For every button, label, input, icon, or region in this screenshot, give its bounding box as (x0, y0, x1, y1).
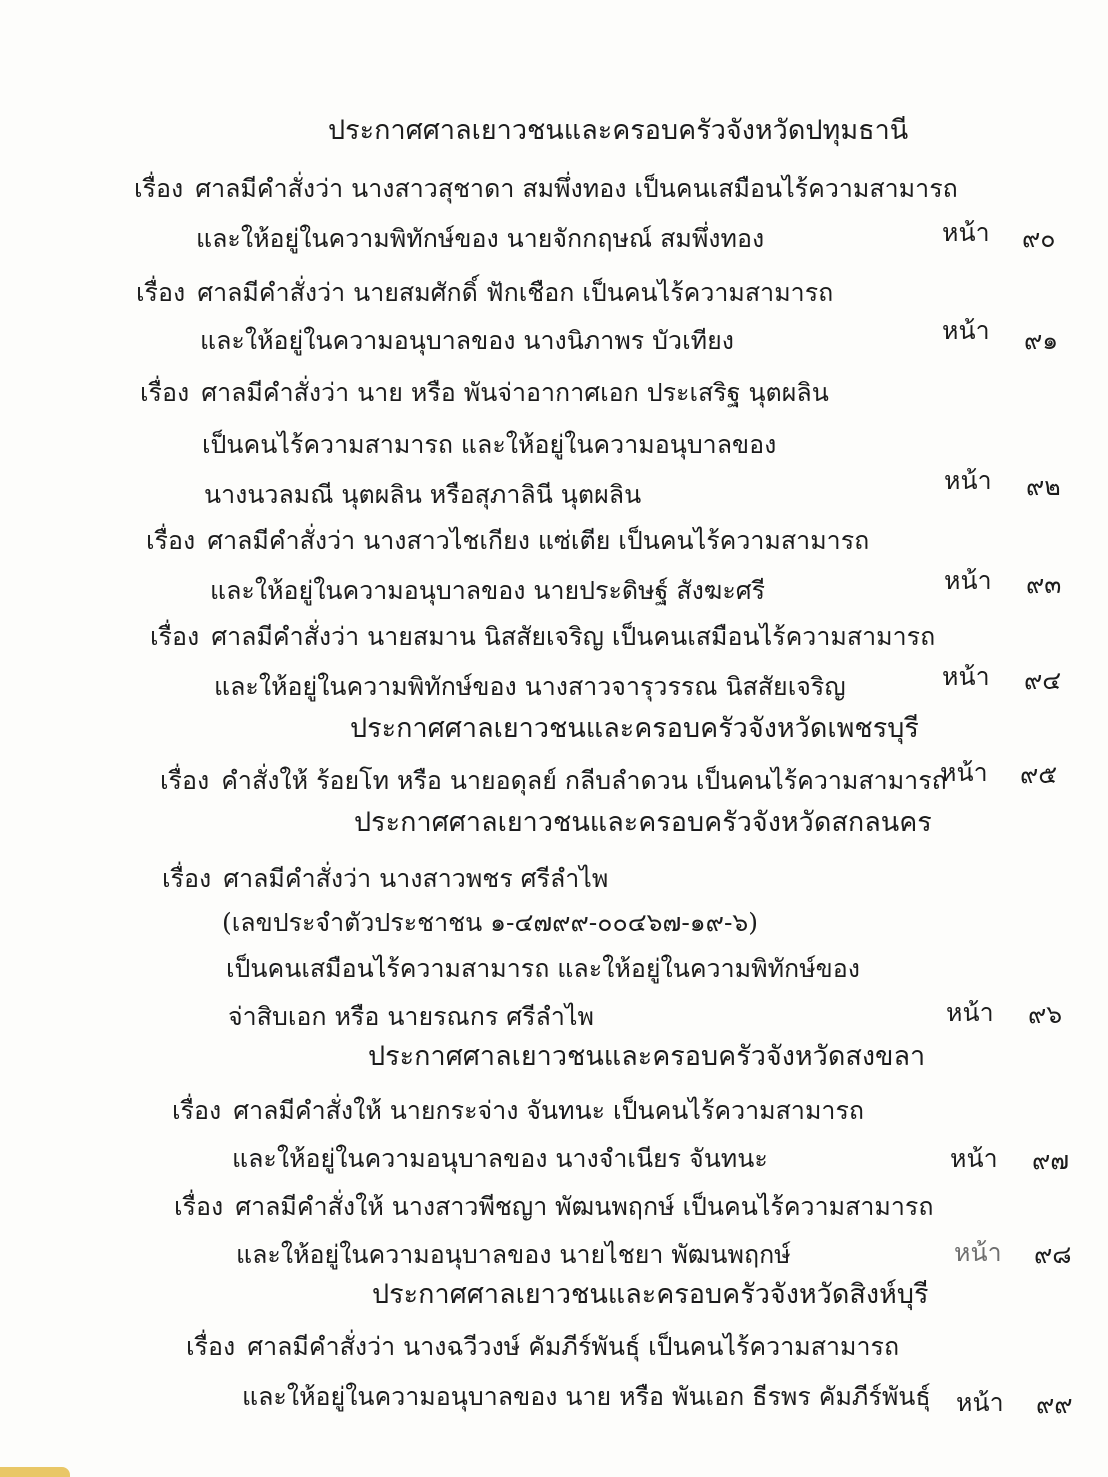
page-number: ๙๗ (1032, 1146, 1070, 1175)
entry-keyword: เรื่อง (146, 526, 196, 555)
entry-7-line-3: เป็นคนเสมือนไร้ความสามารถ และให้อยู่ในความพิทักษ์ของ (226, 954, 860, 983)
entry-4-line-2: และให้อยู่ในความอนุบาลของ นายประดิษฐ์ สังฆะศรี (210, 576, 766, 605)
page-number: ๙๕ (1020, 760, 1058, 789)
entry-10-line-1: เรื่อง ศาลมีคำสั่งว่า นางฉวีวงษ์ คัมภีร์พันธุ์ เป็นคนไร้ความสามารถ (186, 1332, 900, 1361)
page-label: หน้า (954, 1238, 1002, 1267)
section-heading-songkhla: ประกาศศาลเยาวชนและครอบครัวจังหวัดสงขลา (368, 1041, 926, 1072)
entry-1-line-1: เรื่อง ศาลมีคำสั่งว่า นางสาวสุชาดา สมพึ่งทอง เป็นคนเสมือนไร้ความสามารถ (134, 174, 958, 203)
page-label: หน้า (942, 316, 990, 345)
entry-7-line-1: เรื่อง ศาลมีคำสั่งว่า นางสาวพชร ศรีลำไพ (162, 864, 609, 893)
entry-3-line-2: เป็นคนไร้ความสามารถ และให้อยู่ในความอนุบาลของ (202, 430, 777, 459)
entry-keyword: เรื่อง (160, 766, 210, 795)
entry-8-line-2: และให้อยู่ในความอนุบาลของ นางจำเนียร จันทนะ (232, 1144, 768, 1173)
entry-7-line-4: จ่าสิบเอก หรือ นายรณกร ศรีลำไพ (228, 1002, 594, 1031)
entry-keyword: เรื่อง (162, 864, 212, 893)
entry-keyword: เรื่อง (186, 1332, 236, 1361)
entry-10-line-2: และให้อยู่ในความอนุบาลของ นาย หรือ พันเอก ธีรพร คัมภีร์พันธุ์ (242, 1382, 931, 1411)
entry-9-line-1: เรื่อง ศาลมีคำสั่งให้ นางสาวพีชญา พัฒนพฤกษ์ เป็นคนไร้ความสามารถ (174, 1192, 934, 1221)
entry-5-line-2: และให้อยู่ในความพิทักษ์ของ นางสาวจารุวรรณ นิสสัยเจริญ (214, 672, 846, 701)
entry-9-line-2: และให้อยู่ในความอนุบาลของ นายไชยา พัฒนพฤกษ์ (236, 1240, 791, 1269)
page-number: ๙๙ (1036, 1390, 1073, 1419)
entry-keyword: เรื่อง (134, 174, 184, 203)
section-heading-pathumthani: ประกาศศาลเยาวชนและครอบครัวจังหวัดปทุมธานี (328, 115, 909, 146)
entry-6-line-1: เรื่อง คำสั่งให้ ร้อยโท หรือ นายอดุลย์ กลีบลำดวน เป็นคนไร้ความสามารถ (160, 766, 947, 795)
paper-edge-stain (0, 1467, 70, 1477)
entry-keyword: เรื่อง (174, 1192, 224, 1221)
section-heading-sakonnakhon: ประกาศศาลเยาวชนและครอบครัวจังหวัดสกลนคร (354, 807, 932, 838)
page-label: หน้า (944, 466, 992, 495)
page-label: หน้า (950, 1144, 998, 1173)
entry-keyword: เรื่อง (150, 622, 200, 651)
page-number: ๙๑ (1024, 326, 1059, 355)
entry-5-line-1: เรื่อง ศาลมีคำสั่งว่า นายสมาน นิสสัยเจริญ เป็นคนเสมือนไร้ความสามารถ (150, 622, 936, 651)
entry-3-line-3: นางนวลมณี นุตผลิน หรือสุภาลินี นุตผลิน (204, 480, 642, 509)
entry-4-line-1: เรื่อง ศาลมีคำสั่งว่า นางสาวไชเกียง แซ่เตีย เป็นคนไร้ความสามารถ (146, 526, 870, 555)
page-number: ๙๔ (1024, 666, 1062, 695)
page-number: ๙๖ (1028, 1000, 1063, 1029)
entry-3-line-1: เรื่อง ศาลมีคำสั่งว่า นาย หรือ พันจ่าอากาศเอก ประเสริฐ นุตผลิน (140, 378, 829, 407)
page-number: ๙๓ (1026, 570, 1062, 599)
page-label: หน้า (944, 566, 992, 595)
page-label: หน้า (942, 662, 990, 691)
entry-keyword: เรื่อง (172, 1096, 222, 1125)
page-label: หน้า (942, 218, 990, 247)
page-label: หน้า (956, 1388, 1004, 1417)
entry-7-line-2: (เลขประจำตัวประชาชน ๑-๔๗๙๙-๐๐๔๖๗-๑๙-๖) (222, 908, 759, 937)
page-number: ๙๘ (1034, 1240, 1072, 1269)
entry-2-line-2: และให้อยู่ในความอนุบาลของ นางนิภาพร บัวเทียง (200, 326, 734, 355)
page-label: หน้า (940, 758, 988, 787)
entry-1-line-2: และให้อยู่ในความพิทักษ์ของ นายจักกฤษณ์ สมพึ่งทอง (196, 224, 765, 253)
section-heading-phetchaburi: ประกาศศาลเยาวชนและครอบครัวจังหวัดเพชรบุรี (350, 713, 919, 744)
page-number: ๙๒ (1026, 472, 1061, 501)
section-heading-singburi: ประกาศศาลเยาวชนและครอบครัวจังหวัดสิงห์บุรี (372, 1279, 929, 1310)
entry-keyword: เรื่อง (140, 378, 190, 407)
entry-8-line-1: เรื่อง ศาลมีคำสั่งให้ นายกระจ่าง จันทนะ เป็นคนไร้ความสามารถ (172, 1096, 865, 1125)
entry-2-line-1: เรื่อง ศาลมีคำสั่งว่า นายสมศักดิ์ ฟักเชือก เป็นคนไร้ความสามารถ (136, 278, 834, 307)
page-label: หน้า (946, 998, 994, 1027)
entry-keyword: เรื่อง (136, 278, 186, 307)
page-number: ๙๐ (1022, 224, 1056, 253)
